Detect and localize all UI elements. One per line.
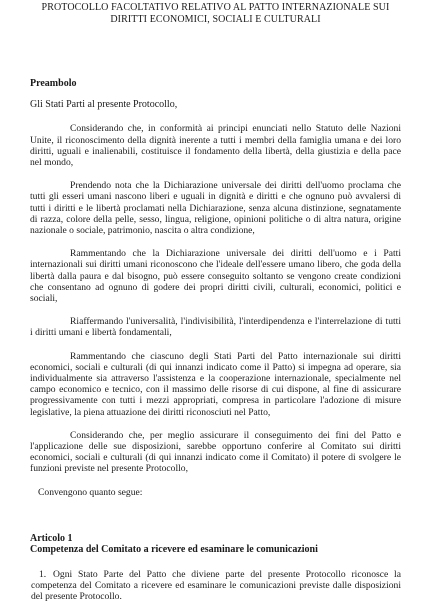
paragraph-number: 1. [39, 568, 47, 580]
preamble-heading: Preambolo [30, 78, 77, 89]
title-line: PROTOCOLLO FACOLTATIVO RELATIVO AL PATTO INTERNAZIONALE SUI [41, 2, 390, 13]
document-title [30, 0, 401, 25]
article-paragraph [30, 569, 401, 603]
preamble-paragraph: Prendendo nota che la Dichiarazione universale dei diritti dell'uomo proclama che tutti gli esseri umani nascono liberi e uguali in dignità e diritti e che ognuno può avvalersi di tutti i diritti e le libertà proclamati nella Dichiarazione, senza alcuna distinzione, segnatamente di razza, colore della pelle, sesso, lingua, religione, opinioni politiche o di altra natura, origine nazionale o sociale, patrimonio, nascita o altra condizione, [30, 180, 401, 237]
preamble-paragraph: Considerando che, in conformità ai principi enunciati nello Statuto delle Nazioni Unite, il riconoscimento della dignità inerente a tutti i membri della famiglia umana e dei loro diritti, uguali e inalienabili, costituisce il fondamento della libertà, della giustizia e della pace nel mondo, [30, 123, 401, 169]
preamble-paragraph: Rammentando che ciascuno degli Stati Parti del Patto internazionale sui diritti economici, sociali e culturali (di qui innanzi indicato come il Patto) si impegna ad operare, sia individualmente sia attraverso l'assistenza e la cooperazione internazionale, specialmente nel campo economico e tecnico, con il massimo delle risorse di cui dispone, al fine di assicurare progressivamente con tutti i mezzi appropriati, compresa in particolare l'adozione di misure legislative, la piena attuazione dei diritti riconosciuti nel Patto, [30, 350, 401, 418]
title-line: DIRITTI ECONOMICI, SOCIALI E CULTURALI [110, 13, 321, 25]
preamble-paragraph: Riaffermando l'universalità, l'indivisibilità, l'interdipendenza e l'interrelazione di tutti i diritti umani e libertà fondamentali, [30, 316, 401, 339]
article-heading: Articolo 1 [30, 532, 73, 544]
preamble-paragraph: Considerando che, per meglio assicurare il conseguimento dei fini del Patto e l'applicazione delle sue disposizioni, sarebbe opportuno conferire al Comitato sui diritti economici, sociali e culturali (di qui innanzi indicato come il Comitato) il potere di svolgere le funzioni previste nel presente Protocollo, [30, 429, 401, 475]
preamble-intro: Gli Stati Parti al presente Protocollo, [30, 99, 178, 111]
paragraph-text: Ogni Stato Parte del Patto che diviene parte del presente Protocollo riconosce la competenza del Comitato a ricevere ed esaminare le comunicazioni previste dalle disposizioni del presente Protocollo. [31, 568, 401, 603]
preamble-paragraph: Rammentando che la Dichiarazione universale dei diritti dell'uomo e i Patti internazionali sui diritti umani riconoscono che l'ideale dell'essere umano libero, che goda della libertà dalla paura e dal bisogno, può essere conseguito soltanto se vengono create condizioni che consentano ad ognuno di godere dei propri diritti civili, culturali, economici, politici e sociali, [30, 248, 401, 305]
article-subheading: Competenza del Comitato a ricevere ed esaminare le comunicazioni [30, 544, 318, 556]
agreement-line: Convengono quanto segue: [38, 486, 143, 498]
